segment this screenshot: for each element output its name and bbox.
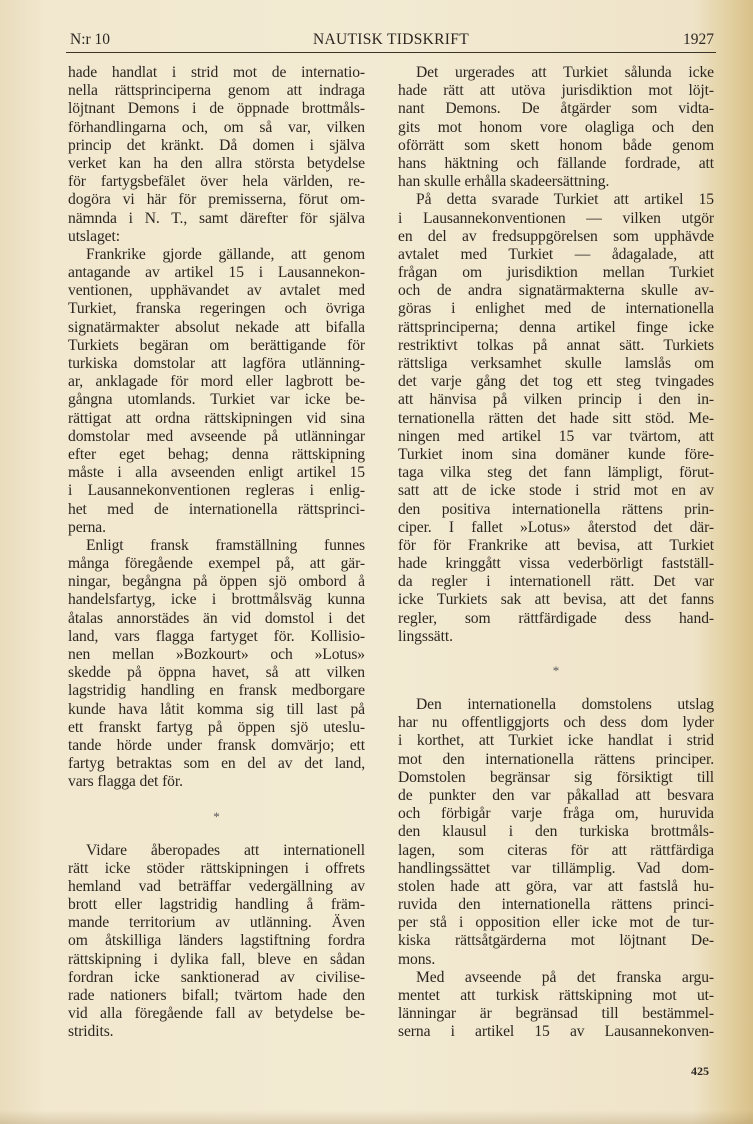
text-line: om åtskilliga länders lagstiftning fordra xyxy=(68,932,365,950)
paragraph xyxy=(398,969,714,1042)
text-line: de punkter den var påkallad att besvara xyxy=(398,786,714,804)
text-line: stolen hade att göra, var att fastslå hu- xyxy=(398,877,714,895)
text-line: lagen, som citeras för att rättfärdiga xyxy=(398,841,714,859)
text-line: Det urgerades att Turkiet sålunda icke xyxy=(416,64,714,81)
paragraph xyxy=(398,696,714,969)
text-line: handlingssättet var tillämplig. Vad dom- xyxy=(398,859,714,877)
page-edge-shadow xyxy=(0,1110,753,1124)
text-line: turkiska domstolar att lagföra utlänning- xyxy=(68,355,365,372)
text-line: restriktivt tolkas på annat sätt. Turkiets xyxy=(398,336,714,354)
paragraph xyxy=(68,64,365,246)
text-line: handelsfartyg, icke i brottmålsväg kunna xyxy=(68,591,365,609)
text-line: land, vars flagga fartyget för. Kollisio- xyxy=(68,627,365,645)
paragraph xyxy=(398,64,714,191)
text-line: stridits. xyxy=(68,1023,114,1041)
text-line: mot den internationella rättens principer. xyxy=(398,750,714,768)
text-line: och förbigår varje fråga om, huruvida xyxy=(398,805,714,823)
text-line: Enligt fransk framställning funnes xyxy=(86,536,365,554)
text-line: ett franskt fartyg på öppen sjö uteslu- xyxy=(68,718,365,736)
text-line: regler, som rättfärdigade dess hand- xyxy=(398,609,714,627)
text-line: rätt icke stöder rättskipningen i offrets xyxy=(68,859,365,877)
text-line: att hänvisa på vilken princip i den in- xyxy=(398,391,714,409)
paragraph xyxy=(398,191,714,646)
text-line: ternationella rätten det hade sitt stöd. Me- xyxy=(398,409,714,427)
text-line: nella rättsprinciperna genom att indraga xyxy=(68,82,365,100)
text-line: princip det kränkt. Då domen i själva xyxy=(68,136,365,154)
text-line: en del av fredsuppgörelsen som upphävde xyxy=(398,227,714,245)
text-line: gångna utomlands. Turkiet var icke be- xyxy=(68,391,365,409)
text-line: vars flagga det för. xyxy=(68,773,183,791)
text-line: löjtnant Demons i de öppnade brottmåls- xyxy=(68,100,365,118)
text-line: fordran icke sanktionerad av civilise- xyxy=(68,968,365,986)
text-line: rättigat att ordna rättskipningen vid sina xyxy=(68,409,365,427)
journal-title: NAUTISK TIDSKRIFT xyxy=(313,31,469,48)
right-column xyxy=(398,64,714,1042)
text-line: för fartygsbefälet över hela världen, re- xyxy=(68,173,365,191)
text-line: satt att de icke stode i strid mot en av xyxy=(398,482,714,500)
text-line: Turkiet, franska regeringen och övriga xyxy=(68,300,365,318)
text-line: mande territorium av utlänning. Även xyxy=(68,914,365,932)
text-line: Med avseende på det franska argu- xyxy=(416,968,714,986)
text-line: i korthet, att Turkiet icke handlat i strid xyxy=(398,732,714,750)
text-line: och de andra signatärmakterna skulle av- xyxy=(398,282,714,300)
text-line: gits mot honom vore olagliga och den xyxy=(398,118,714,136)
paragraph xyxy=(68,537,365,792)
text-line: taga vilka steg det fann lämpligt, förut- xyxy=(398,464,714,482)
text-line: frågan om jurisdiktion mellan Turkiet xyxy=(398,264,714,282)
section-separator: * xyxy=(552,663,560,678)
text-line: hade handlat i strid mot de internatio- xyxy=(68,64,365,81)
text-line: icke Turkiets sak att bevisa, att det fanns xyxy=(398,591,714,609)
text-line: mentet att turkisk rättskipning mot ut- xyxy=(398,987,714,1004)
text-line: Turkiets begäran om berättigande för xyxy=(68,336,365,354)
text-line: oförrätt som skett honom både genom xyxy=(398,136,714,154)
text-line: da regler i internationell rätt. Det var xyxy=(398,573,714,591)
issue-number: N:r 10 xyxy=(70,31,111,48)
text-line: tande hörde under fransk domvärjo; ett xyxy=(68,736,365,754)
text-line: På detta svarade Turkiet att artikel 15 xyxy=(416,191,714,209)
text-line: brott eller lagstridig handling å främ- xyxy=(68,896,365,914)
text-line: ar, anklagade för mord eller lagbrott be- xyxy=(68,373,365,391)
text-line: kiska rättsåtgärderna mot löjtnant De- xyxy=(398,932,714,950)
text-line: länningar är begränsad till bestämmel- xyxy=(398,1005,714,1023)
text-line: i Lausannekonventionen — vilken utgör xyxy=(398,209,714,227)
text-line: Den internationella domstolens utslag xyxy=(416,696,714,713)
text-line: hade rätt att utöva jurisdiktion mot löjt- xyxy=(398,82,714,100)
text-line: lingssätt. xyxy=(398,627,453,645)
text-line: hans häktning och fällande fordrade, att xyxy=(398,154,714,172)
text-line: dogöra vi här för premisserna, förut om- xyxy=(68,191,365,209)
text-line: har nu offentliggjorts och dess dom lyder xyxy=(398,714,714,732)
text-line: ruvida den internationella rättens princi- xyxy=(398,896,714,914)
text-line: nen mellan »Bozkourt» och »Lotus» xyxy=(68,646,365,663)
text-line: hade kringgått vissa vederbörligt fastställ- xyxy=(398,555,714,573)
page-number: 425 xyxy=(691,1064,709,1078)
text-line: skedde på öppna havet, så att vilken xyxy=(68,664,365,682)
text-line: åtalas annorstädes än vid domstol i det xyxy=(68,609,365,627)
text-line: ningen med artikel 15 var tvärtom, att xyxy=(398,427,714,445)
section-separator: * xyxy=(213,808,220,824)
text-line: många föregående exempel på, att gär- xyxy=(68,555,365,573)
text-line: i Lausannekonventionen regleras i enlig- xyxy=(68,482,365,500)
paragraph xyxy=(68,842,365,1042)
text-line: den klausul i den turkiska brottmåls- xyxy=(398,823,714,841)
text-line: rättsliga verksamhet skulle lamslås om xyxy=(398,355,714,372)
text-line: vid alla föregående fall av betydelse be- xyxy=(68,1005,365,1023)
text-line: per stå i opposition eller icke mot de tur- xyxy=(398,914,714,932)
text-line: mons. xyxy=(398,950,436,968)
text-line: kunde hava låtit komma sig till last på xyxy=(68,700,365,718)
text-line: perna. xyxy=(68,518,106,536)
text-line: signatärmakter absolut nekade att bifalla xyxy=(68,318,365,336)
text-line: den positiva internationella rättens prin- xyxy=(398,500,714,518)
text-line: avtalet med Turkiet — ådagalade, att xyxy=(398,245,714,263)
text-line: förhandlingarna och, om så var, vilken xyxy=(68,118,365,136)
text-line: hemland vad beträffar vedergällning av xyxy=(68,877,365,895)
text-line: rade nationers bifall; tvärtom hade den xyxy=(68,987,365,1004)
text-line: het med de internationella rättsprinci- xyxy=(68,500,365,518)
text-line: ventionen, upphävandet av avtalet med xyxy=(68,282,365,300)
text-line: för för Frankrike att bevisa, att Turkiet xyxy=(398,536,714,554)
text-line: serna i artikel 15 av Lausannekonven- xyxy=(398,1023,714,1041)
year: 1927 xyxy=(683,31,714,48)
text-line: rättsprinciperna; denna artikel finge icke xyxy=(398,318,714,336)
text-line: domstolar med avseende på utlänningar xyxy=(68,427,365,445)
text-line: ningar, begångna på öppen sjö ombord å xyxy=(68,573,365,591)
text-line: måste i alla avseenden enligt artikel 15 xyxy=(68,464,365,482)
text-line: nant Demons. De åtgärder som vidta- xyxy=(398,100,714,118)
text-line: lagstridig handling en fransk medborgare xyxy=(68,682,365,700)
text-line: efter eget behag; denna rättskipning xyxy=(68,445,365,463)
left-column xyxy=(68,64,365,1042)
text-line: göras i enlighet med de internationella xyxy=(398,300,714,318)
text-line: Vidare åberopades att internationell xyxy=(86,841,365,859)
text-line: utslaget: xyxy=(68,227,120,245)
text-line: Frankrike gjorde gällande, att genom xyxy=(86,245,365,263)
running-header xyxy=(68,31,714,51)
text-line: verket kan ha den allra största betydelse xyxy=(68,154,365,172)
text-line: ciper. I fallet »Lotus» återstod det där- xyxy=(398,518,714,536)
text-line: rättskipning i dylika fall, bleve en sådan xyxy=(68,950,365,968)
text-line: nämnda i N. T., samt därefter för själva xyxy=(68,209,365,227)
header-rule xyxy=(66,52,716,53)
text-line: fartyg betraktas som en del av det land, xyxy=(68,755,365,773)
text-line: det varje gång det tog ett steg tvingades xyxy=(398,373,714,391)
text-line: Domstolen begränsar sig försiktigt till xyxy=(398,768,714,786)
text-line: antagande av artikel 15 i Lausannekon- xyxy=(68,264,365,282)
text-line: Turkiet inom sina domäner kunde före- xyxy=(398,445,714,463)
text-line: han skulle erhålla skadeersättning. xyxy=(398,173,610,191)
paragraph xyxy=(68,246,365,537)
